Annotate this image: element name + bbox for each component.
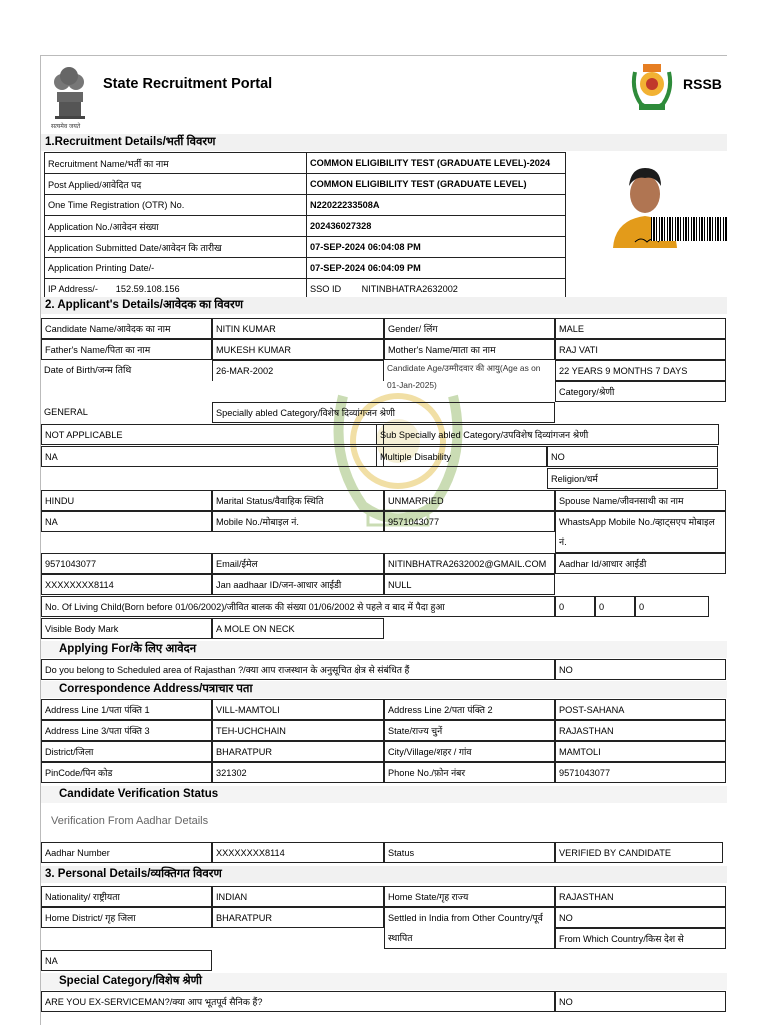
children-value-2: 0 — [595, 596, 635, 617]
city-value: MAMTOLI — [555, 741, 726, 762]
table-row — [45, 216, 566, 237]
father-label: Father's Name/पिता का नाम — [41, 339, 212, 360]
district-value: BHARATPUR — [212, 741, 384, 762]
recruitment-field-label: Post Applied/आवेदित पद — [45, 174, 307, 195]
scheduled-area-question: Do you belong to Scheduled area of Rajasthan ?/क्या आप राजस्थान के अनुसूचित क्षेत्र से संबंधित हैं — [41, 659, 555, 680]
mother-value: RAJ VATI — [555, 339, 726, 360]
mobile-value: 9571043077 — [384, 511, 555, 532]
verification-subtitle: Verification From Aadhar Details — [51, 815, 209, 827]
city-label: City/Village/शहर / गांव — [384, 741, 555, 762]
spouse-value: NA — [41, 511, 212, 532]
sa-category-value: NOT APPLICABLE — [41, 424, 384, 445]
recruitment-field-label: Application No./आवेदन संख्या — [45, 216, 307, 237]
district-label: District/जिला — [41, 741, 212, 762]
marital-value: UNMARRIED — [384, 490, 555, 511]
candidate-name-value: NITIN KUMAR — [212, 318, 384, 339]
multiple-disability-label: Multiple Disability — [376, 446, 547, 467]
state-label: State/राज्य चुनें — [384, 720, 555, 741]
sub-sa-category-value: NA — [41, 446, 384, 467]
ip-value: 152.59.108.156 — [115, 284, 180, 294]
category-value: GENERAL — [44, 407, 88, 417]
home-district-label: Home District/ गृह जिला — [41, 907, 212, 928]
special-category-title: Special Category/विशेष श्रेणी — [41, 973, 727, 990]
recruitment-field-value: 07-SEP-2024 06:04:08 PM — [307, 237, 566, 258]
table-row — [45, 258, 566, 279]
settled-label: Settled in India from Other Country/पूर्व स्थापित — [384, 907, 555, 949]
application-form — [40, 55, 727, 1025]
dob-value: 26-MAR-2002 — [212, 360, 384, 381]
sso-value: NITINBHATRA2632002 — [361, 284, 458, 294]
home-state-value: RAJASTHAN — [555, 886, 726, 907]
ex-serviceman-answer: NO — [555, 991, 726, 1012]
dob-label: Date of Birth/जन्म तिथि — [44, 365, 132, 375]
phone-label: Phone No./फ़ोन नंबर — [384, 762, 555, 783]
religion-label: Religion/धर्म — [547, 468, 718, 489]
table-row — [45, 195, 566, 216]
recruitment-field-value: COMMON ELIGIBILITY TEST (GRADUATE LEVEL)-2024 — [307, 153, 566, 174]
state-value: RAJASTHAN — [555, 720, 726, 741]
candidate-name-label: Candidate Name/आवेदक का नाम — [41, 318, 212, 339]
email-label: Email/ईमेल — [212, 553, 384, 574]
address-line1-label: Address Line 1/पता पंक्ति 1 — [41, 699, 212, 720]
children-value-1: 0 — [555, 596, 595, 617]
rssb-logo-icon — [629, 60, 675, 114]
table-row — [45, 153, 566, 174]
verification-title: Candidate Verification Status — [41, 786, 727, 803]
emblem-motto: सत्यमेव जयते — [51, 124, 81, 130]
recruitment-field-label: Application Printing Date/- — [45, 258, 307, 279]
section-applicant-title: 2. Applicant's Details/आवेदक का विवरण — [41, 297, 727, 314]
children-value-3: 0 — [635, 596, 709, 617]
portal-title: State Recruitment Portal — [103, 76, 273, 92]
recruitment-table — [44, 152, 566, 300]
pincode-value: 321302 — [212, 762, 384, 783]
recruitment-field-value: 202436027328 — [307, 216, 566, 237]
aadhar-id-label: Aadhar Id/आधार आईडी — [555, 553, 726, 574]
applying-for-title: Applying For/के लिए आवेदन — [41, 641, 727, 658]
ip-label: IP Address/- — [48, 284, 98, 294]
nationality-value: INDIAN — [212, 886, 384, 907]
address-line2-label: Address Line 2/पता पंक्ति 2 — [384, 699, 555, 720]
multiple-disability-value: NO — [547, 446, 718, 467]
section-recruitment-title: 1.Recruitment Details/भर्ती विवरण — [41, 134, 727, 151]
religion-value: HINDU — [41, 490, 212, 511]
pincode-label: PinCode/पिन कोड — [41, 762, 212, 783]
children-label: No. Of Living Child(Born before 01/06/2002)/जीवित बालक की संख्या 01/06/2002 से पहले व बाद में पैदा हुआ — [41, 596, 555, 617]
age-label: Candidate Age/उम्मीदवार की आयु(Age as on 01-Jan-2025) — [387, 363, 541, 390]
address-title: Correspondence Address/पत्राचार पता — [41, 681, 727, 698]
category-label: Category/श्रेणी — [555, 381, 726, 402]
recruitment-field-value: 07-SEP-2024 06:04:09 PM — [307, 258, 566, 279]
body-mark-label: Visible Body Mark — [41, 618, 212, 639]
janaadhar-label: Jan aadhaar ID/जन-आधार आईडी — [212, 574, 384, 595]
gender-value: MALE — [555, 318, 726, 339]
mobile-label: Mobile No./मोबाइल नं. — [212, 511, 384, 532]
spouse-label: Spouse Name/जीवनसाथी का नाम — [555, 490, 726, 511]
phone-value: 9571043077 — [555, 762, 726, 783]
recruitment-field-label: Recruitment Name/भर्ती का नाम — [45, 153, 307, 174]
janaadhar-value: NULL — [384, 574, 555, 595]
address-line2-value: POST-SAHANA — [555, 699, 726, 720]
barcode — [651, 217, 727, 241]
email-value: NITINBHATRA2632002@GMAIL.COM — [384, 553, 555, 574]
from-country-label: From Which Country/किस देश से — [555, 928, 726, 949]
mother-label: Mother's Name/माता का नाम — [384, 339, 555, 360]
gender-label: Gender/ लिंग — [384, 318, 555, 339]
verification-aadhar-label: Aadhar Number — [41, 842, 212, 863]
recruitment-field-label: One Time Registration (OTR) No. — [45, 195, 307, 216]
address-line1-value: VILL-MAMTOLI — [212, 699, 384, 720]
age-value: 22 YEARS 9 MONTHS 7 DAYS — [555, 360, 726, 381]
verification-status-value: VERIFIED BY CANDIDATE — [555, 842, 723, 863]
table-row — [45, 174, 566, 195]
address-line3-label: Address Line 3/पता पंक्ति 3 — [41, 720, 212, 741]
whatsapp-label: WhastsApp Mobile No./व्हाट्सएप मोबाइल नं. — [555, 511, 726, 553]
table-row — [45, 237, 566, 258]
body-mark-value: A MOLE ON NECK — [212, 618, 384, 639]
whatsapp-value: 9571043077 — [41, 553, 212, 574]
sa-category-label: Specially abled Category/विशेष दिव्यांगजन श्रेणी — [212, 402, 555, 423]
org-name: RSSB — [683, 76, 722, 92]
home-state-label: Home State/गृह राज्य — [384, 886, 555, 907]
home-district-value: BHARATPUR — [212, 907, 384, 928]
settled-value: NO — [555, 907, 726, 928]
sub-sa-category-label: Sub Specially abled Category/उपविशेष दिव्यांगजन श्रेणी — [376, 424, 719, 445]
nationality-label: Nationality/ राष्ट्रीयता — [41, 886, 212, 907]
recruitment-field-label: Application Submitted Date/आवेदन कि तारीख — [45, 237, 307, 258]
from-country-value: NA — [41, 950, 212, 971]
section-personal-title: 3. Personal Details/व्यक्तिगत विवरण — [41, 866, 727, 883]
national-emblem-icon — [49, 58, 89, 128]
sso-label: SSO ID — [310, 284, 342, 294]
scheduled-area-answer: NO — [555, 659, 726, 680]
form-header — [41, 56, 727, 134]
address-line3-value: TEH-UCHCHAIN — [212, 720, 384, 741]
recruitment-field-value: COMMON ELIGIBILITY TEST (GRADUATE LEVEL) — [307, 174, 566, 195]
verification-aadhar-value: XXXXXXXX8114 — [212, 842, 384, 863]
recruitment-field-value: N22022233508A — [307, 195, 566, 216]
aadhar-id-value: XXXXXXXX8114 — [41, 574, 212, 595]
marital-label: Marital Status/वैवाहिक स्थिति — [212, 490, 384, 511]
father-value: MUKESH KUMAR — [212, 339, 384, 360]
verification-status-label: Status — [384, 842, 555, 863]
ex-serviceman-question: ARE YOU EX-SERVICEMAN?/क्या आप भूतपूर्व सैनिक हैं? — [41, 991, 555, 1012]
